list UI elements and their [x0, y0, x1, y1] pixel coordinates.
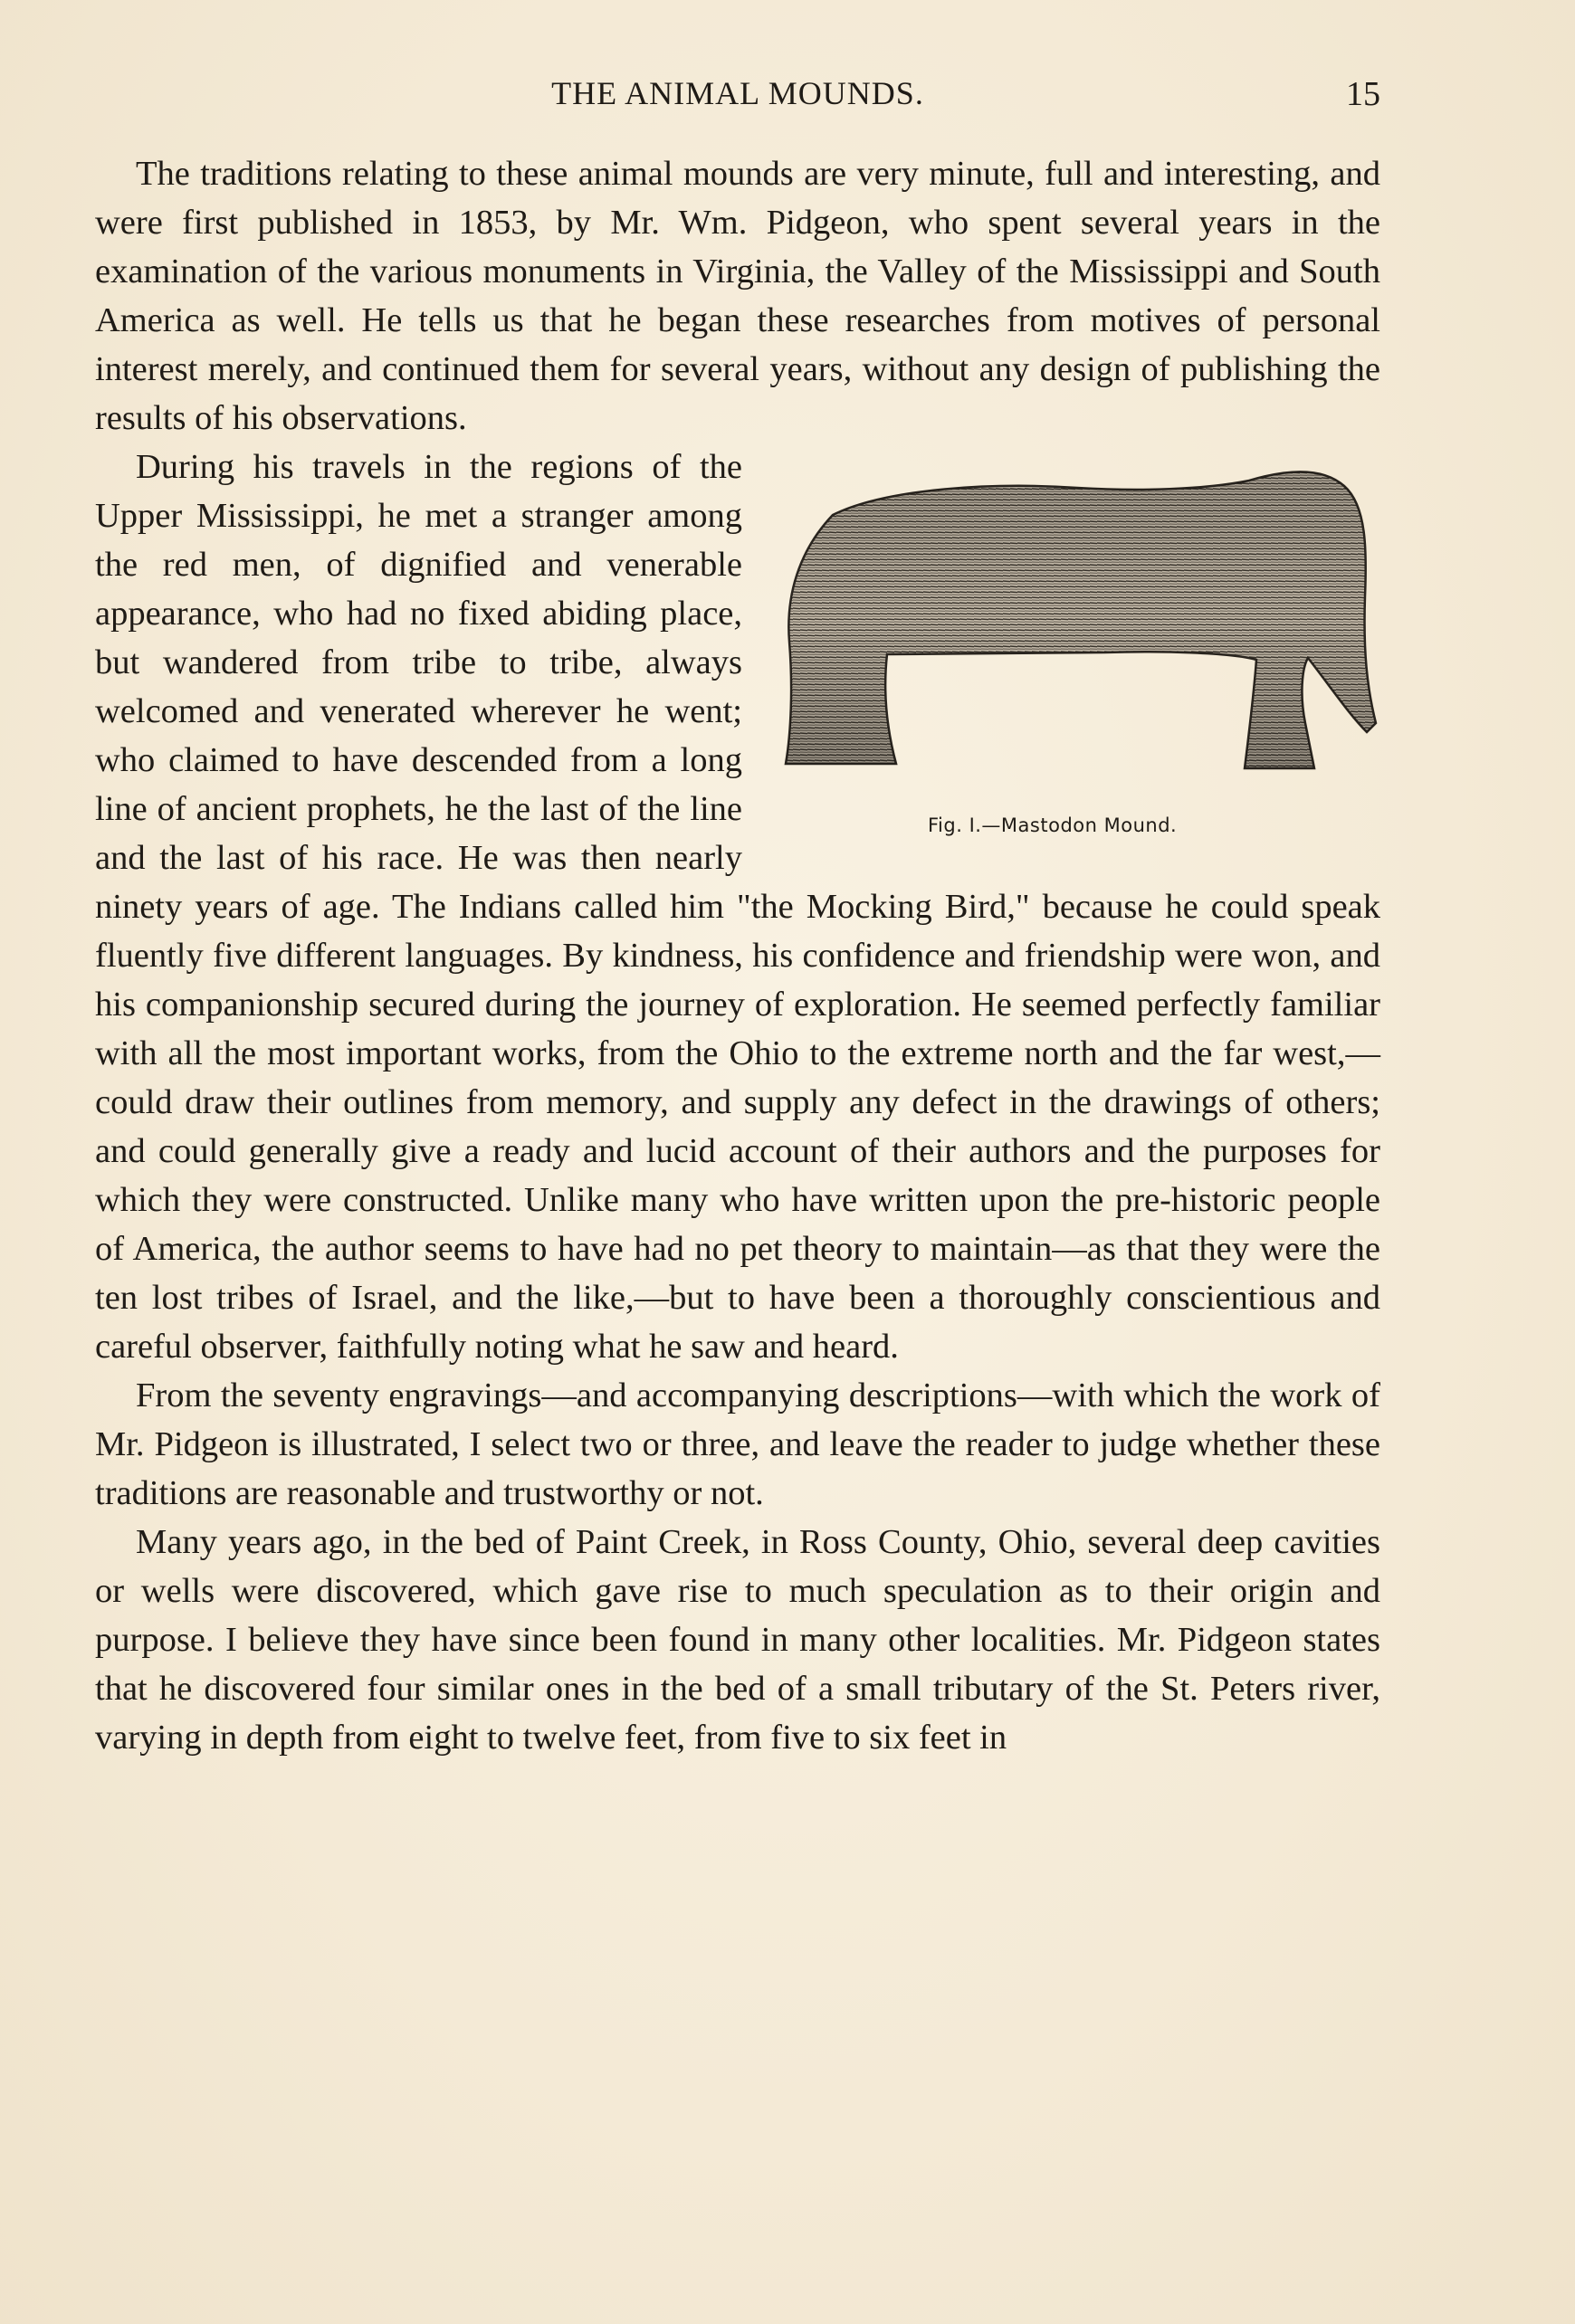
- running-head: [95, 74, 1380, 119]
- page-number: 15: [1346, 75, 1380, 113]
- paragraph-paint-creek: Many years ago, in the bed of Paint Creek, in Ross County, Ohio, several deep cavities or wells were discovered, which gave rise to much speculation as to their origin and purpose. I believe they have since been found in many other localities. Mr. Pidgeon states that he discovered four similar ones in the bed of a small tributary of the St. Peters river, varying in depth from eight to twelve feet, from five to six feet in: [95, 1523, 1380, 1757]
- paragraph-engravings: From the seventy engravings—and accompanying descriptions—with which the work of Mr. Pidgeon is illustrated, I select two or three, and leave the reader to judge whether these traditions are reasonable and trustworthy or not.: [95, 1376, 1380, 1512]
- paragraph-traditions: The traditions relating to these animal mounds are very minute, full and interesting, and were first published in 1853, by Mr. Wm. Pidgeon, who spent several years in the examination of the various monuments in Virginia, the Valley of the Mississippi and South America as well. He tells us that he began these researches from motives of personal interest merely, and continued them for several years, without any design of publishing the results of his observations.: [95, 155, 1380, 437]
- running-title: THE ANIMAL MOUNDS.: [551, 75, 924, 111]
- mastodon-mound-illustration: [778, 461, 1380, 814]
- body-text: [95, 149, 1380, 1762]
- figure-mastodon-mound: [778, 443, 1380, 863]
- paragraph-travels: During his travels in the regions of the Upper Mississippi, he met a stranger among the red men, of dignified and venerable appearance, who had no fixed abiding place, but wandered from tribe to tribe, always welcomed and venerated wherever he went; who claimed to have descended from a long line of ancient prophets, he the last of the line and the last of his race. He was then nearly ninety years of age. The Indians called him "the Mocking Bird," because he could speak fluently five different languages. By kindness, his confidence and friendship were won, and his companionship secured during the journey of exploration. He seemed perfectly familiar with all the most important works, from the Ohio to the extreme north and the far west,—could draw their outlines from memory, and supply any defect in the drawings of others; and could generally give a ready and lucid account of their authors and the purposes for which they were constructed. Unlike many who have written upon the pre-historic people of America, the author seems to have had no pet theory to maintain—as that they were the ten lost tribes of Israel, and the like,—but to have been a thoroughly conscientious and careful observer, faithfully noting what he saw and heard.: [95, 448, 1380, 1366]
- figure-caption: Fig. I.—Mastodon Mound.: [928, 814, 1178, 836]
